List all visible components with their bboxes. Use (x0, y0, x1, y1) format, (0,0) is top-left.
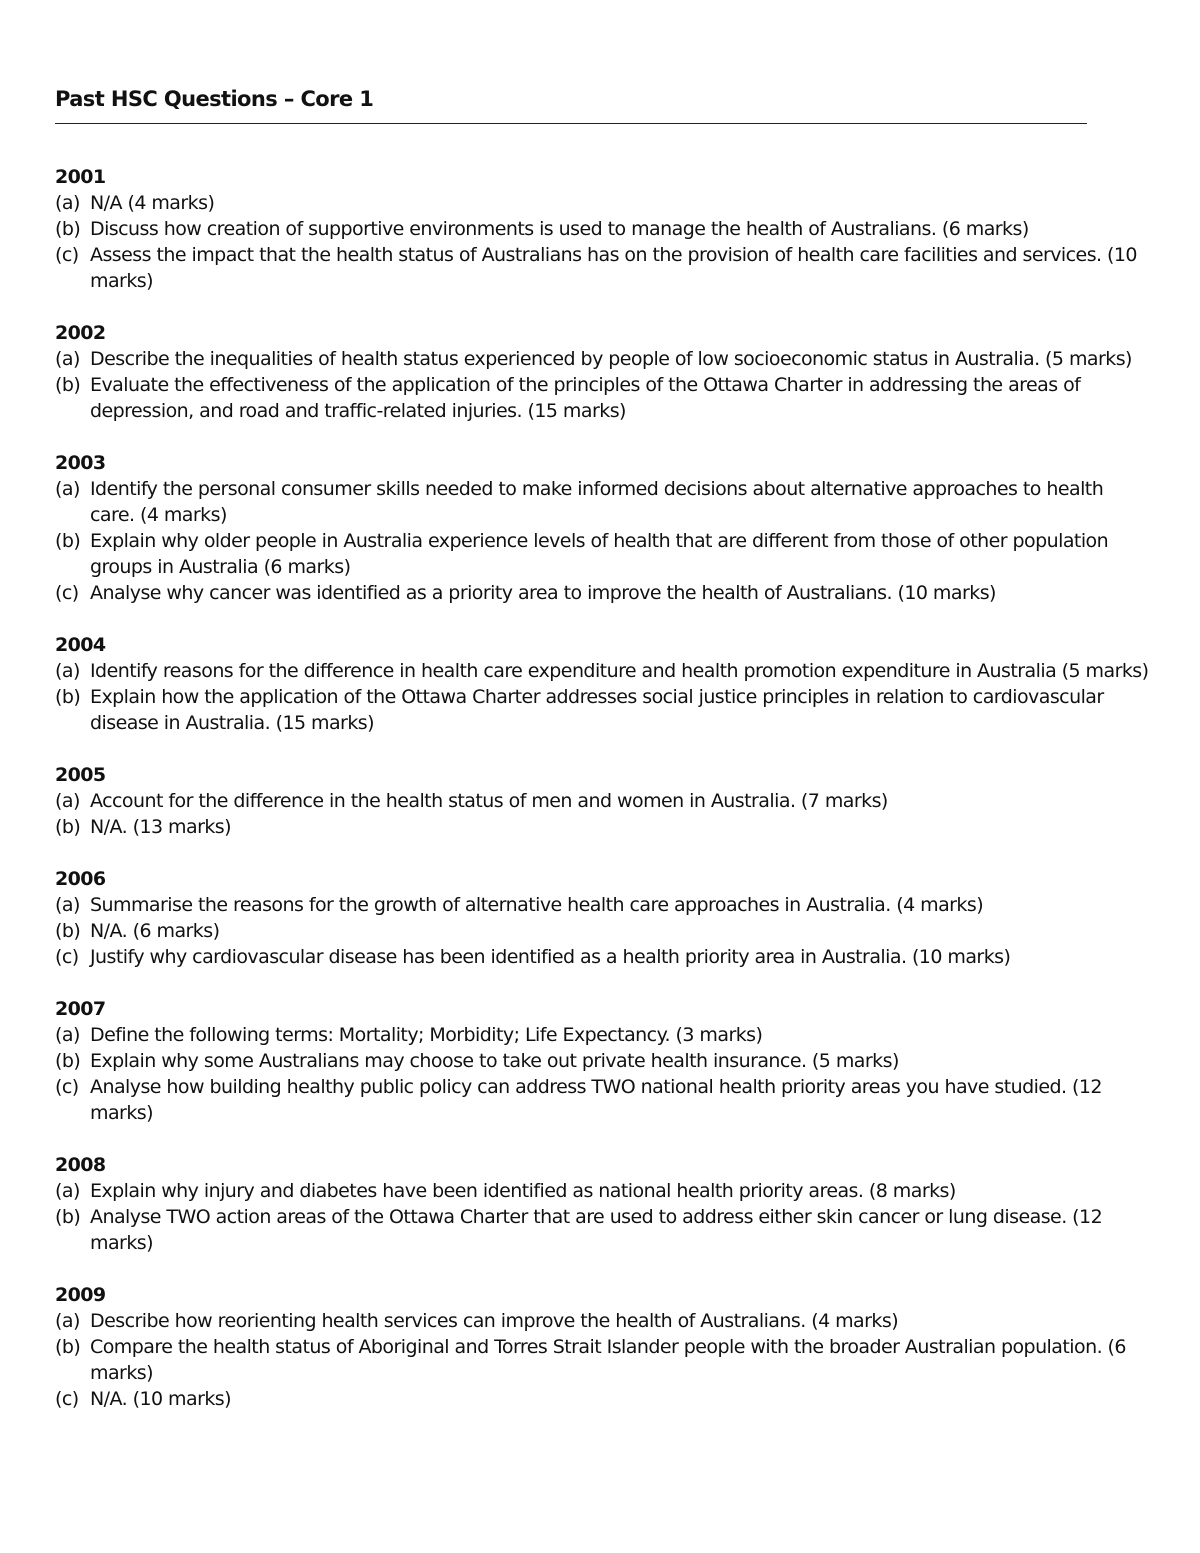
question-label: (a) (55, 192, 80, 214)
question-label: (b) (55, 374, 81, 396)
year-section-2004 (55, 632, 1150, 736)
question-label: (c) (55, 1076, 79, 1098)
question-label: (b) (55, 1336, 81, 1358)
question-item (55, 1048, 1150, 1074)
question-item (55, 580, 1150, 606)
question-item (55, 346, 1150, 372)
question-label: (a) (55, 660, 80, 682)
year-section-2001 (55, 164, 1150, 294)
page-title: Past HSC Questions – Core 1 (55, 87, 374, 111)
question-item (55, 788, 1150, 814)
question-text: Analyse TWO action areas of the Ottawa Charter that are used to address either skin cancer or lung disease. (12 marks) (90, 1206, 1103, 1254)
question-text: N/A. (6 marks) (90, 920, 220, 942)
document-page (55, 85, 1150, 1438)
year-section-2005 (55, 762, 1150, 840)
question-text: Identify reasons for the difference in health care expenditure and health promotion expenditure in Australia (5 marks) (90, 660, 1149, 682)
question-text: Explain why older people in Australia experience levels of health that are different from those of other population groups in Australia (6 marks) (90, 530, 1109, 578)
year-section-2008 (55, 1152, 1150, 1256)
question-label: (b) (55, 686, 81, 708)
question-label: (c) (55, 1388, 79, 1410)
question-text: Describe the inequalities of health status experienced by people of low socioeconomic status in Australia. (5 marks) (90, 348, 1132, 370)
question-text: Assess the impact that the health status of Australians has on the provision of health care facilities and services. (10 marks) (90, 244, 1137, 292)
year-heading: 2007 (55, 998, 106, 1020)
year-section-2003 (55, 450, 1150, 606)
question-label: (b) (55, 218, 81, 240)
question-label: (a) (55, 348, 80, 370)
question-item (55, 242, 1150, 294)
question-label: (b) (55, 530, 81, 552)
question-text: Account for the difference in the health status of men and women in Australia. (7 marks) (90, 790, 888, 812)
question-label: (a) (55, 1180, 80, 1202)
question-item (55, 1386, 1150, 1412)
question-text: Evaluate the effectiveness of the application of the principles of the Ottawa Charter in addressing the areas of depression, and road and traffic-related injuries. (15 marks) (90, 374, 1081, 422)
year-section-2009 (55, 1282, 1150, 1412)
year-heading: 2004 (55, 634, 106, 656)
year-heading: 2003 (55, 452, 106, 474)
year-heading: 2002 (55, 322, 106, 344)
question-text: Analyse how building healthy public policy can address TWO national health priority areas you have studied. (12 marks) (90, 1076, 1102, 1124)
question-item (55, 476, 1150, 528)
question-label: (a) (55, 478, 80, 500)
question-item (55, 1204, 1150, 1256)
year-section-2002 (55, 320, 1150, 424)
year-list (55, 164, 1150, 1412)
year-heading: 2009 (55, 1284, 106, 1306)
question-label: (a) (55, 894, 80, 916)
question-text: Define the following terms: Mortality; Morbidity; Life Expectancy. (3 marks) (90, 1024, 763, 1046)
question-label: (b) (55, 816, 81, 838)
question-text: N/A. (13 marks) (90, 816, 232, 838)
question-label: (b) (55, 920, 81, 942)
question-text: N/A. (10 marks) (90, 1388, 232, 1410)
year-section-2007 (55, 996, 1150, 1126)
question-item (55, 216, 1150, 242)
question-item (55, 814, 1150, 840)
year-heading: 2006 (55, 868, 106, 890)
question-item (55, 1334, 1150, 1386)
question-item (55, 1074, 1150, 1126)
question-item (55, 372, 1150, 424)
title-divider (55, 123, 1087, 124)
question-label: (c) (55, 582, 79, 604)
question-text: Explain why some Australians may choose to take out private health insurance. (5 marks) (90, 1050, 899, 1072)
question-text: N/A (4 marks) (90, 192, 215, 214)
question-text: Describe how reorienting health services can improve the health of Australians. (4 marks) (90, 1310, 899, 1332)
question-text: Analyse why cancer was identified as a priority area to improve the health of Australians. (10 marks) (90, 582, 996, 604)
question-item (55, 1178, 1150, 1204)
question-label: (a) (55, 1310, 80, 1332)
question-label: (c) (55, 946, 79, 968)
question-label: (c) (55, 244, 79, 266)
question-item (55, 918, 1150, 944)
question-item (55, 1308, 1150, 1334)
question-label: (a) (55, 790, 80, 812)
question-text: Identify the personal consumer skills needed to make informed decisions about alternative approaches to health care. (4 marks) (90, 478, 1104, 526)
question-item (55, 1022, 1150, 1048)
year-heading: 2005 (55, 764, 106, 786)
question-item (55, 658, 1150, 684)
question-item (55, 684, 1150, 736)
question-item (55, 892, 1150, 918)
question-text: Compare the health status of Aboriginal and Torres Strait Islander people with the broader Australian population. (6 marks) (90, 1336, 1126, 1384)
question-text: Explain why injury and diabetes have been identified as national health priority areas. (8 marks) (90, 1180, 956, 1202)
question-text: Summarise the reasons for the growth of alternative health care approaches in Australia. (4 marks) (90, 894, 984, 916)
question-item (55, 190, 1150, 216)
question-text: Explain how the application of the Ottawa Charter addresses social justice principles in relation to cardiovascular disease in Australia. (15 marks) (90, 686, 1104, 734)
year-heading: 2001 (55, 166, 106, 188)
question-label: (a) (55, 1024, 80, 1046)
year-heading: 2008 (55, 1154, 106, 1176)
question-text: Justify why cardiovascular disease has been identified as a health priority area in Australia. (10 marks) (90, 946, 1011, 968)
question-label: (b) (55, 1206, 81, 1228)
year-section-2006 (55, 866, 1150, 970)
question-label: (b) (55, 1050, 81, 1072)
question-item (55, 944, 1150, 970)
question-item (55, 528, 1150, 580)
question-text: Discuss how creation of supportive environments is used to manage the health of Australians. (6 marks) (90, 218, 1029, 240)
